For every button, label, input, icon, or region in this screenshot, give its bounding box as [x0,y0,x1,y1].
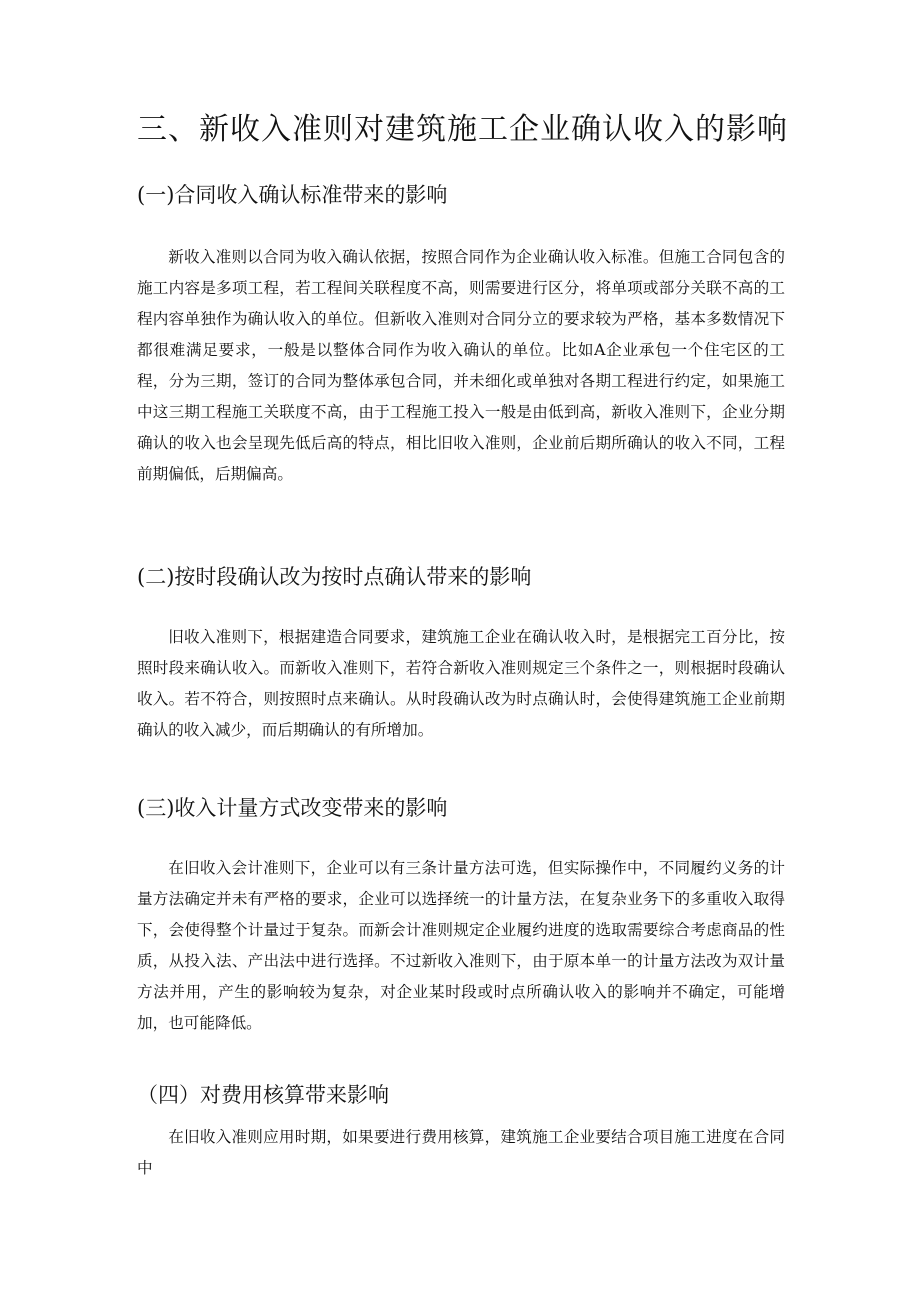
section-heading-4: （四）对费用核算带来影响 [137,1083,389,1107]
section-heading-1: (一)合同收入确认标准带来的影响 [137,183,448,207]
section-paragraph-2: 旧收入准则下，根据建造合同要求，建筑施工企业在确认收入时，是根据完工百分比，按照时段来确认收入。而新收入准则下，若符合新收入准则规定三个条件之一，则根据时段确认收入。若不符合，则按照时点来确认。从时段确认改为时点确认时，会使得建筑施工企业前期确认的收入减少，而后期确认的有所增加。 [137,628,785,739]
section-heading-3: (三)收入计量方式改变带来的影响 [137,796,448,820]
section-paragraph-1: 新收入准则以合同为收入确认依据，按照合同作为企业确认收入标准。但施工合同包含的施工内容是多项工程，若工程间关联程度不高，则需要进行区分，将单项或部分关联不高的工程内容单独作为确认收入的单位。但新收入准则对合同分立的要求较为严格，基本多数情况下都很难满足要求，一般是以整体合同作为收入确认的单位。比如A企业承包一个住宅区的工程，分为三期，签订的合同为整体承包合同，并未细化或单独对各期工程进行约定，如果施工中这三期工程施工关联度不高，由于工程施工投入一般是由低到高，新收入准则下，企业分期确认的收入也会呈现先低后高的特点，相比旧收入准则，企业前后期所确认的收入不同，工程前期偏低，后期偏高。 [137,248,785,483]
section-paragraph-4: 在旧收入准则应用时期，如果要进行费用核算，建筑施工企业要结合项目施工进度在合同中 [137,1128,785,1177]
page-title: 三、新收入准则对建筑施工企业确认收入的影响 [137,112,788,147]
section-paragraph-3: 在旧收入会计准则下，企业可以有三条计量方法可选，但实际操作中，不同履约义务的计量方法确定并未有严格的要求，企业可以选择统一的计量方法，在复杂业务下的多重收入取得下，会使得整个计量过于复杂。而新会计准则规定企业履约进度的选取需要综合考虑商品的性质，从投入法、产出法中进行选择。不过新收入准则下，由于原本单一的计量方法改为双计量方法并用，产生的影响较为复杂，对企业某时段或时点所确认收入的影响并不确定，可能增加，也可能降低。 [137,859,785,1032]
section-heading-2: (二)按时段确认改为按时点确认带来的影响 [137,565,532,589]
